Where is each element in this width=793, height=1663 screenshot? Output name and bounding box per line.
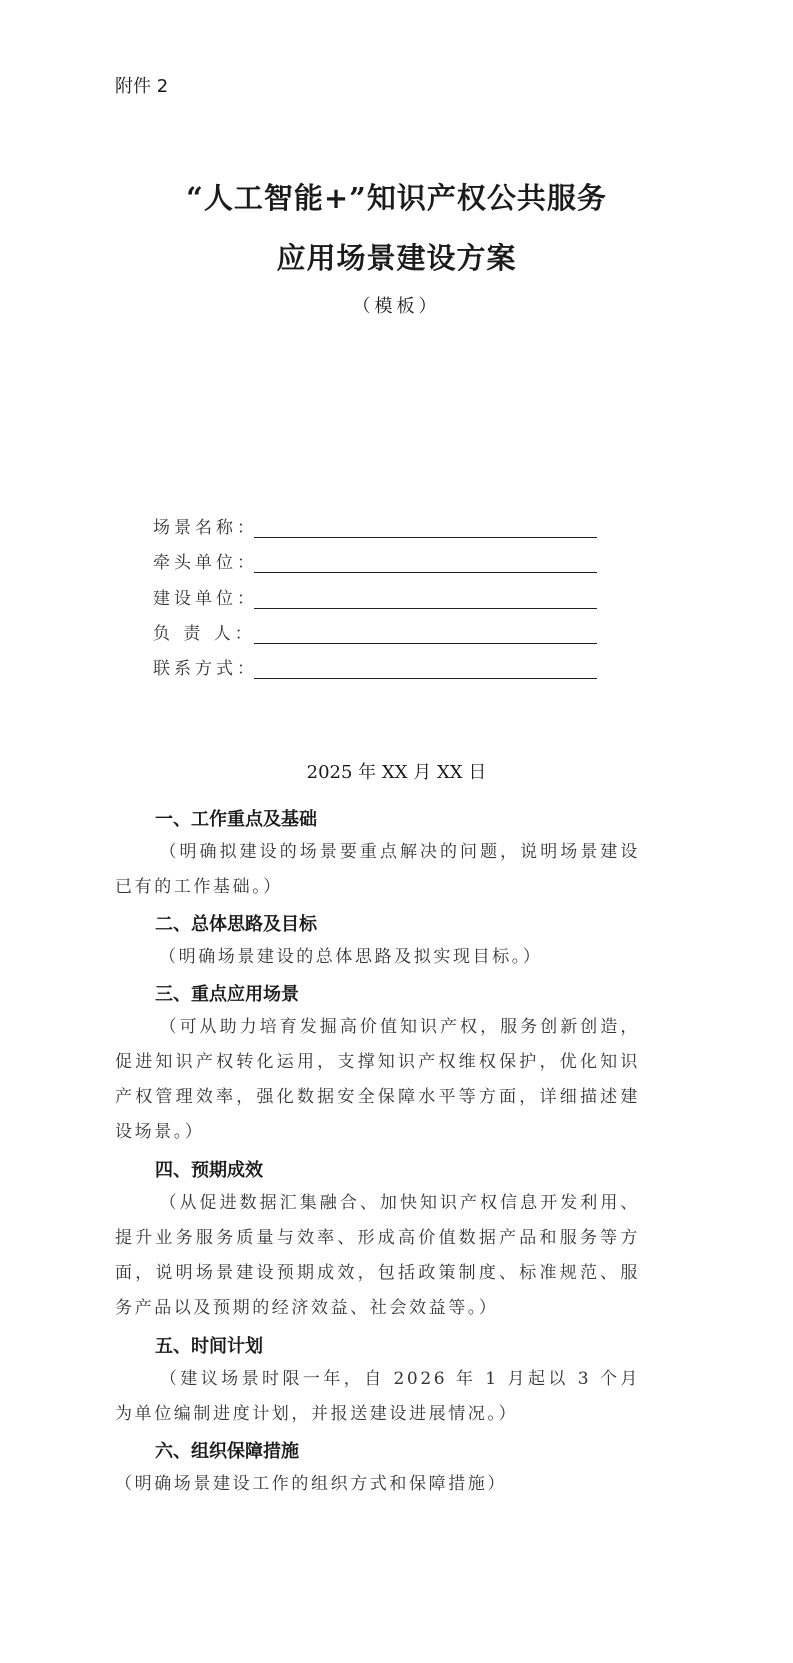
section-body-4 <box>115 1186 640 1326</box>
section-body-2 <box>115 940 640 975</box>
section-text: （从促进数据汇集融合、加快知识产权信息开发利用、提升业务服务质量与效率、形成高价值数据产品和服务等方面，说明场景建设预期成效，包括政策制度、标准规范、服务产品以及预期的经济效益、社会效益等。） <box>115 1193 640 1318</box>
person-in-charge-field[interactable] <box>254 621 597 644</box>
form-row-contact <box>153 649 597 679</box>
document-subtitle: （模板） <box>352 296 441 317</box>
section-body-5 <box>115 1362 640 1432</box>
section-text: （可从助力培育发掘高价值知识产权，服务创新创造，促进知识产权转化运用，支撑知识产权维权保护，优化知识产权管理效率，强化数据安全保障水平等方面，详细描述建设场景。） <box>115 1017 640 1142</box>
section-heading-1: 一、工作重点及基础 <box>155 809 317 830</box>
document-title-line-2: 应用场景建设方案 <box>276 241 517 275</box>
form-label: 牵头单位： <box>153 553 258 573</box>
form-label: 建设单位： <box>153 589 258 609</box>
document-title-line-1: “人工智能+”知识产权公共服务 <box>186 181 607 215</box>
section-text: （建议场景时限一年，自 2026 年 1 月起以 3 个月为单位编制进度计划，并报送建设进展情况。） <box>115 1369 640 1424</box>
section-heading-2: 二、总体思路及目标 <box>155 914 317 935</box>
section-text: （明确场景建设的总体思路及拟实现目标。） <box>159 947 543 967</box>
section-body-1 <box>115 835 640 905</box>
form-label: 场景名称： <box>153 518 258 538</box>
section-heading-6: 六、组织保障措施 <box>155 1441 299 1462</box>
section-heading-4: 四、预期成效 <box>155 1160 263 1181</box>
section-body-3 <box>115 1010 640 1150</box>
construction-unit-field[interactable] <box>254 586 597 609</box>
section-body-6 <box>115 1467 640 1502</box>
contact-field[interactable] <box>254 656 597 679</box>
scene-name-field[interactable] <box>254 515 597 538</box>
document-date: 2025 年 XX 月 XX 日 <box>306 762 487 783</box>
form-label: 负 责 人： <box>153 624 256 644</box>
section-text: （明确场景建设工作的组织方式和保障措施） <box>115 1474 507 1494</box>
form-row-construction-unit <box>153 579 597 609</box>
form-row-lead-unit <box>153 543 597 573</box>
lead-unit-field[interactable] <box>254 550 597 573</box>
section-text: （明确拟建设的场景要重点解决的问题，说明场景建设已有的工作基础。） <box>115 842 640 897</box>
attachment-label: 附件 2 <box>115 76 169 97</box>
form-row-person-in-charge <box>153 614 597 644</box>
form-row-scene-name <box>153 508 597 538</box>
section-heading-3: 三、重点应用场景 <box>155 984 299 1005</box>
form-label: 联系方式： <box>153 659 258 679</box>
section-heading-5: 五、时间计划 <box>155 1336 263 1357</box>
